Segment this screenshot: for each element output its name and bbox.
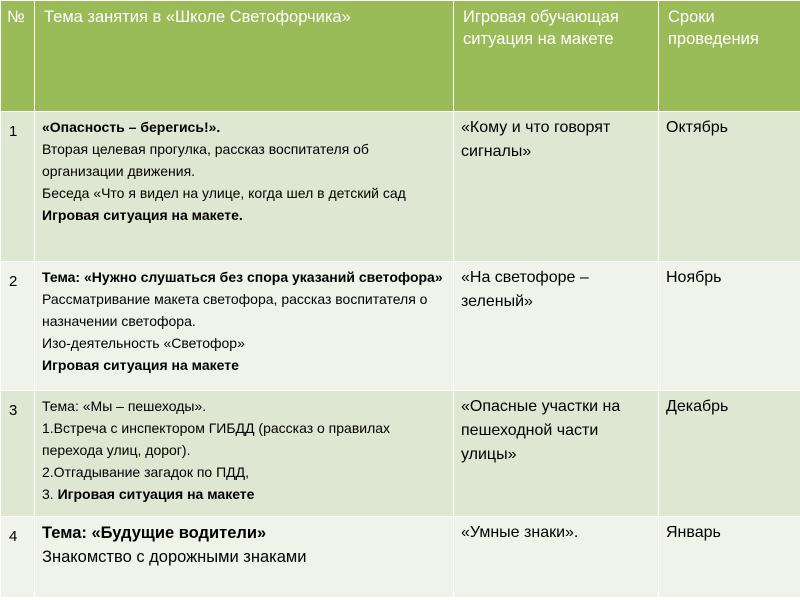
table-row: [1, 391, 800, 517]
topic-game-line: Игровая ситуация на макете.: [42, 207, 243, 223]
topic-cell: [35, 262, 454, 391]
topic-title: Тема: «Будущие водители»: [42, 524, 267, 542]
header-number-label: №: [7, 8, 25, 26]
header-number: [1, 1, 35, 112]
month-text: Ноябрь: [666, 269, 722, 286]
topic-title: Тема: «Мы – пешеходы».: [42, 398, 207, 414]
month-cell: [659, 517, 800, 598]
row-number: 1: [9, 123, 18, 140]
topic-line: Вторая целевая прогулка, рассказ воспитателя об организации движения.: [42, 141, 369, 179]
row-number-cell: [1, 517, 35, 598]
table-row: [1, 517, 800, 598]
table-row: [1, 262, 800, 391]
topic-game-line: Игровая ситуация на макете: [42, 357, 239, 373]
topic-line: Знакомство с дорожными знаками: [42, 548, 307, 566]
topic-content: [35, 112, 453, 226]
table-header: [1, 1, 800, 112]
game-situation-cell: [454, 262, 659, 391]
topic-cell: [35, 517, 454, 598]
topic-content: [35, 262, 453, 376]
game-situation-cell: [454, 391, 659, 517]
header-game-situation-label: Игровая обучающая ситуация на макете: [463, 8, 619, 48]
row-number: 3: [9, 402, 18, 419]
row-number-cell: [1, 391, 35, 517]
table-row: [1, 112, 800, 262]
topic-line: 1.Встреча с инспектором ГИБДД (рассказ о правилах перехода улиц, дорог).: [42, 420, 391, 458]
row-number: 2: [9, 273, 18, 290]
game-situation-text: «Опасные участки на пешеходной части улицы»: [461, 398, 621, 463]
topic-content: [35, 391, 453, 505]
topic-line: Изо-деятельность «Светофор»: [42, 335, 245, 351]
header-game-situation: [454, 1, 659, 112]
header-topic-label: Тема занятия в «Школе Светофорчика»: [44, 8, 351, 26]
topic-title: Тема: «Нужно слушаться без спора указаний светофора»: [42, 269, 443, 285]
game-situation-text: «На светофоре – зеленый»: [461, 269, 589, 310]
month-text: Январь: [666, 524, 721, 541]
topic-game-line: Игровая ситуация на макете: [57, 486, 255, 502]
month-text: Октябрь: [666, 119, 729, 136]
header-dates: [659, 1, 800, 112]
header-row: [1, 1, 800, 112]
topic-game-line-wrapper: [42, 483, 446, 505]
topic-game-line-prefix: 3.: [42, 486, 58, 502]
row-number-cell: [1, 262, 35, 391]
table-body: [1, 112, 800, 598]
month-cell: [659, 262, 800, 391]
header-dates-label: Сроки проведения: [668, 8, 759, 48]
game-situation-text: «Умные знаки».: [461, 524, 579, 541]
topic-content: [35, 517, 453, 569]
month-cell: [659, 112, 800, 262]
topic-cell: [35, 391, 454, 517]
topic-cell: [35, 112, 454, 262]
topic-line: 2.Отгадывание загадок по ПДД,: [42, 464, 250, 480]
month-text: Декабрь: [666, 398, 729, 415]
row-number-cell: [1, 112, 35, 262]
topic-line: Рассматривание макета светофора, рассказ воспитателя о назначении светофора.: [42, 291, 428, 329]
game-situation-cell: [454, 112, 659, 262]
topic-title: «Опасность – берегись!».: [42, 119, 221, 135]
game-situation-cell: [454, 517, 659, 598]
game-situation-text: «Кому и что говорят сигналы»: [461, 119, 611, 160]
row-number: 4: [9, 528, 18, 545]
header-topic: [35, 1, 454, 112]
month-cell: [659, 391, 800, 517]
topic-line: Беседа «Что я видел на улице, когда шел в детский сад: [42, 185, 406, 201]
